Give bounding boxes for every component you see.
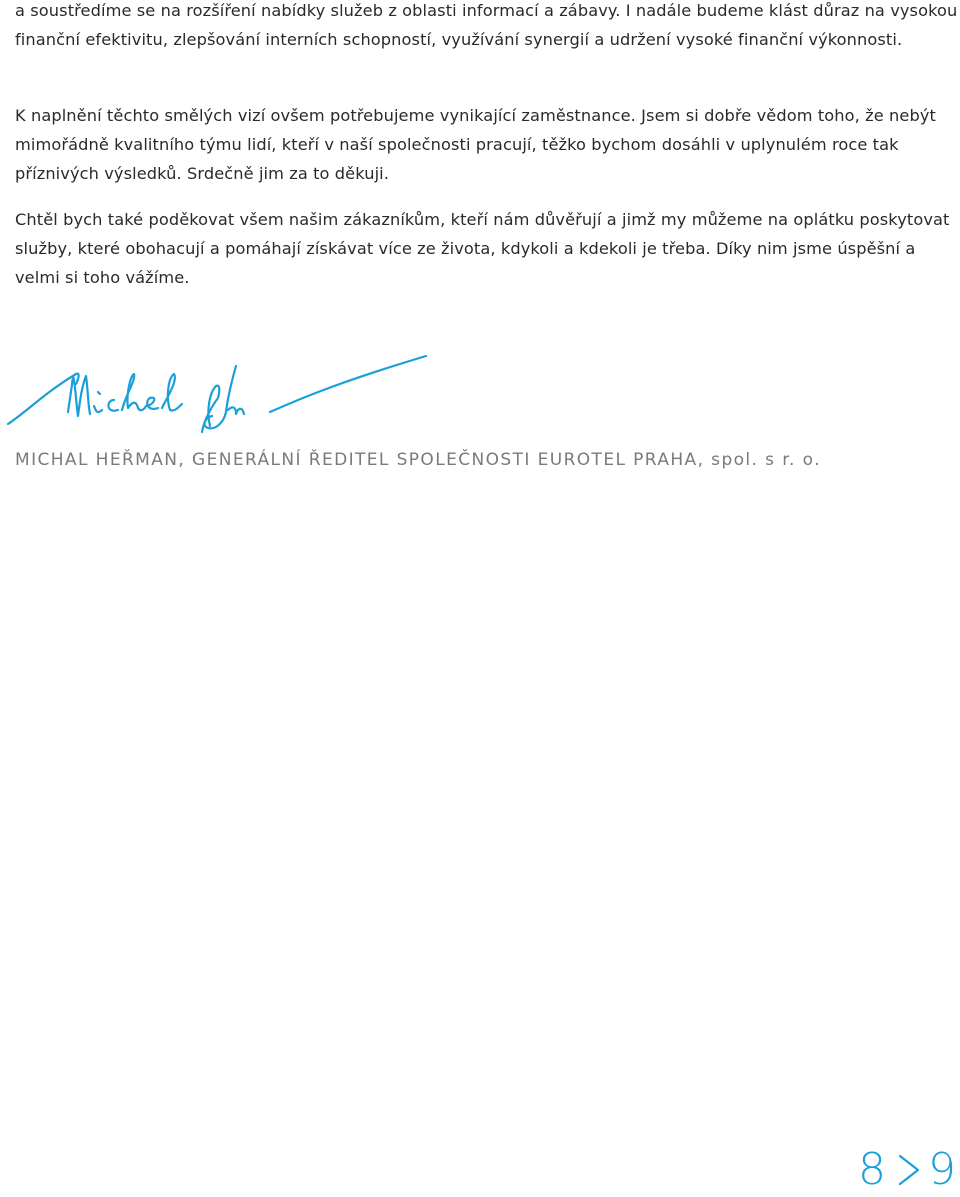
body-paragraph-2: K naplnění těchto smělých vizí ovšem potřebujeme vynikající zaměstnance. Jsem si dobře vědom toho, že nebýt mimořádně kvalitního týmu lidí, kteří v naší společnosti pracují, těžko bychom dosáhli v uplynulém roce tak příznivých výsledků. Srdečně jim za to děkuji. — [15, 106, 936, 183]
chevron-right-icon — [896, 1152, 922, 1188]
left-page-number: 8 — [858, 1144, 886, 1195]
signer-name-title: MICHAL HEŘMAN, GENERÁLNÍ ŘEDITEL SPOLEČNOSTI EUROTEL PRAHA, spol. s r. o. — [15, 450, 821, 470]
body-paragraph-3: Chtěl bych také poděkovat všem našim zákazníkům, kteří nám důvěřují a jimž my můžeme na oplátku poskytovat služby, které obohacují a pomáhají získávat více ze života, kdykoli a kdekoli je třeba. Díky nim jsme úspěšní a velmi si toho vážíme. — [15, 210, 950, 287]
handwritten-signature — [6, 350, 436, 440]
right-page-number: 9 — [928, 1144, 956, 1195]
page-numbers — [858, 1145, 956, 1195]
body-paragraph-1: a soustředíme se na rozšíření nabídky služeb z oblasti informací a zábavy. I nadále budeme klást důraz na vysokou finanční efektivitu, zlepšování interních schopností, využívání synergií a udržení vysoké finanční výkonnosti. — [15, 1, 958, 49]
